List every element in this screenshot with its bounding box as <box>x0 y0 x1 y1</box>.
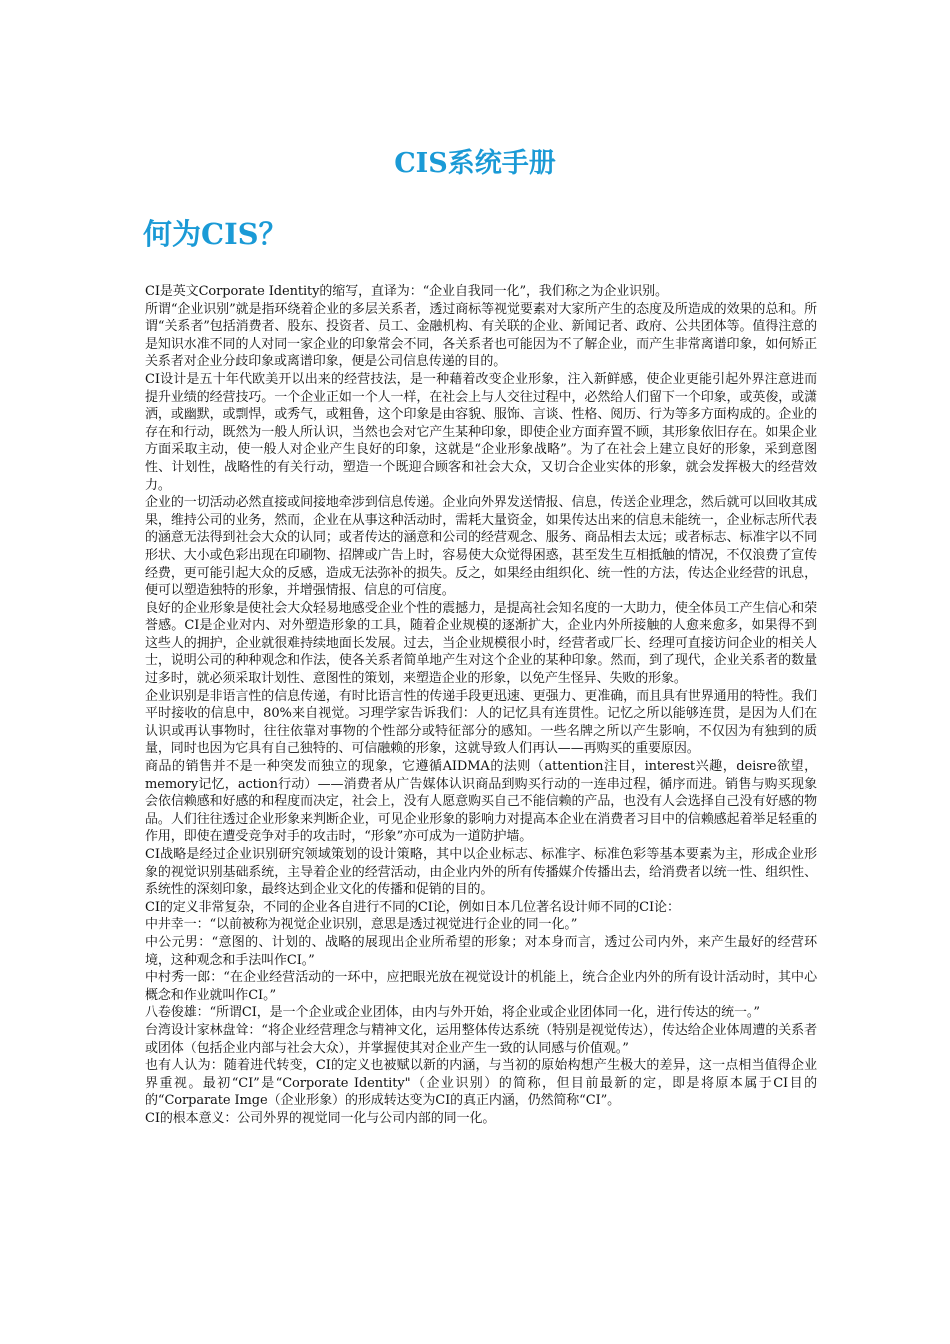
paragraph: CI设计是五十年代欧美开以出来的经营技法，是一种藉着改变企业形象，注入新鲜感，使企业更能引起外界注意进而提升业绩的经营技巧。一个企业正如一个人一样，在社会上与人交往过程中，必然给人们留下一个印象，或英俊，或潇洒，或幽默，或剽悍，或秀气，或粗鲁，这个印象是由容貌、服饰、言谈、性格、阅历、行为等多方面构成的。企业的存在和行动，既然为一般人所认识，当然也会对它产生某种印象，即使企业方面弃置不顾，其形象依旧存在。如果企业方面采取主动，使一般人对企业产生良好的印象，这就是“企业形象战略”。为了在社会上建立良好的形象，采到意图性、计划性，战略性的有关行动，塑造一个既迎合顾客和社会大众，又切合企业实体的形象，就会发挥极大的经营效力。 <box>145 371 817 493</box>
paragraph: CI的根本意义：公司外界的视觉同一化与公司内部的同一化。 <box>145 1110 496 1126</box>
section-heading: 何为CIS？ <box>143 217 288 251</box>
paragraph: 良好的企业形象是使社会大众轻易地感受企业个性的震撼力，是提高社会知名度的一大助力，使全体员工产生信心和荣誉感。CI是企业对内、对外塑造形象的工具，随着企业规模的逐渐扩大，企业内外所接触的人愈来愈多，如果得不到这些人的拥护，企业就很难持续地面长发展。过去，当企业规模很小时，经营者或厂长、经理可直接访问企业的相关人士，说明公司的种种观念和作法，使各关系者简单地产生对这个企业的某种印象。然而，到了现代，企业关系者的数量过多时，就必须采取计划性、意图性的策划，来塑造企业的形象，以免产生怪异、失败的形象。 <box>145 600 817 687</box>
paragraph: CI的定义非常复杂，不同的企业各自进行不同的CI论，例如日本几位著名设计师不同的CI论： <box>145 899 680 915</box>
document-body <box>145 283 817 1128</box>
paragraph: 所谓“企业识别”就是指环绕着企业的多层关系者，透过商标等视觉要素对大家所产生的态度及所造成的效果的总和。所谓“关系者”包括消费者、股东、投资者、员工、金融机构、有关联的企业、新闻记者、政府、公共团体等。值得注意的是知识水准不同的人对同一家企业的印象常会不同，各关系者也可能因为不了解企业，而产生非常离谱印象，如何矫正关系者对企业分歧印象或离谱印象，便是公司信息传递的目的。 <box>145 301 817 370</box>
paragraph: 企业的一切活动必然直接或间接地牵涉到信息传递。企业向外界发送情报、信息，传送企业理念，然后就可以回收其成果，维持公司的业务，然而，企业在从事这种活动时，需耗大量资金，如果传达出来的信息未能统一，企业标志所代表的涵意无法得到社会大众的认同；或者传达的涵意和公司的经营观念、服务、商品相去太远；或者标志、标准字以不同形状、大小或色彩出现在印刷物、招牌或广告上时，容易使大众觉得困惑，甚至发生互相抵触的情况，不仅浪费了宣传经费，更可能引起大众的反感，造成无法弥补的损失。反之，如果经由组织化、统一性的方法，传达企业经营的讯息，便可以塑造独特的形象，并增强情报、信息的可信度。 <box>145 495 817 599</box>
paragraph: 中公元男：“意图的、计划的、战略的展现出企业所希望的形象；对本身而言，透过公司内外，来产生最好的经营环境，这种观念和手法叫作CI。” <box>145 934 817 968</box>
document-title: CIS系统手册 <box>394 148 556 179</box>
paragraph: 也有人认为：随着进代转变，CI的定义也被赋以新的内涵，与当初的原始构想产生极大的差异，这一点相当值得企业界重视。最初“CI”是“Corporate Identity"（企业识别）的简称，但目前最新的定，即是将原本属于CI目的的“Corparate Imge（企业形象）的形成转达变为CI的真正内涵，仍然简称“CI”。 <box>145 1058 817 1109</box>
paragraph: 八卷俊雄：“所谓CI，是一个企业或企业团体，由内与外开始，将企业或企业团体同一化，进行传达的统一。” <box>145 1005 760 1021</box>
paragraph: 中村秀一郎：“在企业经营活动的一环中，应把眼光放在视觉设计的机能上，统合企业内外的所有设计活动时，其中心概念和作业就叫作CI。” <box>145 970 817 1003</box>
paragraph: CI战略是经过企业识别研究领域策划的设计策略，其中以企业标志、标准字、标准色彩等基本要素为主，形成企业形象的视觉识别基础系统，主导着企业的经营活动，由企业内外的所有传播媒介传播出去，给消费者以统一性、组织性、系统性的深刻印象，最终达到企业文化的传播和促销的目的。 <box>145 847 817 898</box>
paragraph: 中井幸一：“以前被称为视觉企业识别，意思是透过视觉进行企业的同一化。” <box>145 917 578 933</box>
paragraph: 企业识别是非语言性的信息传递，有时比语言性的传递手段更迅速、更强力、更准确，而且具有世界通用的特性。我们平时接收的信息中，80%来自视觉。习理学家告诉我们：人的记忆具有连贯性。记忆之所以能够连贯，是因为人们在认识或再认事物时，往往依靠对事物的个性部分或特征部分的感知。一些名牌之所以产生影响，不仅因为有独到的质量，同时也因为它具有自己独特的、可信融赖的形象，这就导致人们再认——再购买的重要原因。 <box>145 688 817 757</box>
paragraph: 商品的销售并不是一种突发而独立的现象，它遵循AIDMA的法则（attention注目，interest兴趣，deisre欲望，memory记忆，action行动）——消费者从广告媒体认识商品到购买行动的一连串过程，循序而进。销售与购买现象会依信赖感和好感的和程度而决定，社会上，没有人愿意购买自己不能信赖的产品，也没有人会选择自己没有好感的物品。人们往往透过企业形象来判断企业，可见企业形象的影响力对提高本企业在消费者习目中的信赖感起着举足轻重的作用，即使在遭受竞争对手的攻击时，“形象”亦可成为一道防护墙。 <box>145 759 817 845</box>
paragraph: 台湾设计家林盘耸：“将企业经营理念与精神文化，运用整体传达系统（特别是视觉传达），传达给企业体周遭的关系者或团体（包括企业内部与社会大众），并掌握使其对企业产生一致的认同感与价值观。” <box>145 1022 817 1056</box>
paragraph: CI是英文Corporate Identity的缩写，直译为：“企业自我同一化”，我们称之为企业识别。 <box>145 284 668 299</box>
